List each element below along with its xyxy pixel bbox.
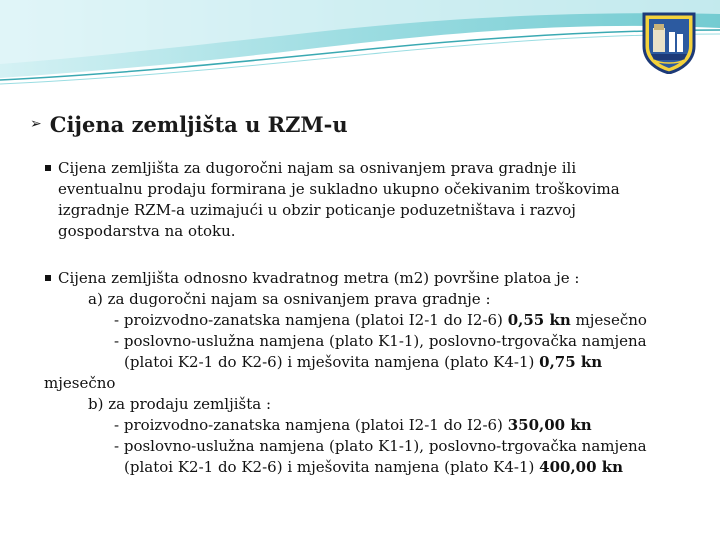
paragraph-one	[44, 158, 684, 242]
paragraph-line: Cijena zemljišta za dugoročni najam sa osnivanjem prava gradnje ili	[58, 159, 577, 177]
paragraph-intro: Cijena zemljišta odnosno kvadratnog metra (m2) površine platoa je :	[58, 269, 580, 287]
slide-title-text: Cijena zemljišta u RZM-u	[49, 111, 348, 137]
square-bullet-icon	[45, 275, 51, 281]
price-line-text: (platoi K2-1 do K2-6) i mješovita namjena (plato K4-1)	[124, 458, 535, 476]
option-b-heading: b) za prodaju zemljišta :	[88, 395, 272, 413]
price-value: 350,00 kn	[507, 416, 592, 434]
bullet-item	[44, 268, 684, 289]
price-line	[44, 415, 684, 436]
price-line: - poslovno-uslužna namjena (plato K1-1), poslovno-trgovačka namjena	[114, 437, 647, 455]
price-line	[44, 457, 684, 478]
paragraph-two	[44, 268, 684, 478]
option-a-heading: a) za dugoročni najam sa osnivanjem prava gradnje :	[88, 290, 491, 308]
price-line: - poslovno-uslužna namjena (plato K1-1), poslovno-trgovačka namjena	[114, 332, 647, 350]
price-line	[44, 310, 684, 331]
price-value: 400,00 kn	[539, 458, 624, 476]
price-value: 0,55 kn	[507, 311, 571, 329]
arrow-right-icon: ➢	[30, 116, 42, 132]
price-line-text: - proizvodno-zanatska namjena (platoi I2-1 do I2-6)	[114, 311, 503, 329]
price-line-text: (platoi K2-1 do K2-6) i mješovita namjena (plato K4-1)	[124, 353, 535, 371]
price-suffix: mjesečno	[575, 311, 647, 329]
paragraph-line: gospodarstva na otoku.	[58, 222, 236, 240]
coat-of-arms-icon	[640, 12, 698, 74]
header-wave-band	[0, 0, 720, 90]
square-bullet-icon	[45, 165, 51, 171]
paragraph-line: izgradnje RZM-a uzimajući u obzir poticanje poduzetništava i razvoj	[58, 201, 576, 219]
slide-title	[30, 109, 348, 139]
bullet-item	[44, 158, 684, 242]
price-value: 0,75 kn	[539, 353, 603, 371]
price-line-text: - proizvodno-zanatska namjena (platoi I2-1 do I2-6)	[114, 416, 503, 434]
price-suffix-line: mjesečno	[44, 374, 116, 392]
paragraph-line: eventualnu prodaju formirana je sukladno ukupno očekivanim troškovima	[58, 180, 620, 198]
price-line	[44, 352, 684, 373]
